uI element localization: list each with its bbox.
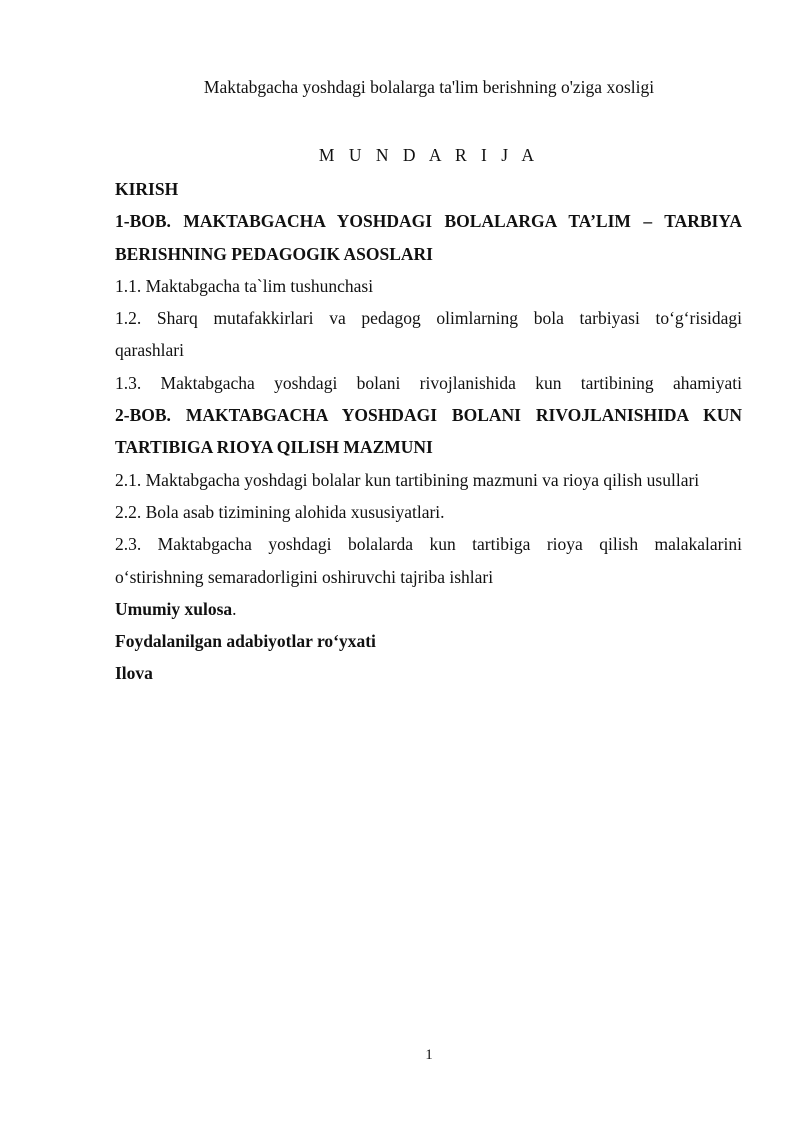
toc-section-2-1: 2.1. Maktabgacha yoshdagi bolalar kun tartibining mazmuni va rioya qilish usullari — [115, 469, 700, 490]
toc-heading: M U N D A R I J A — [318, 145, 540, 165]
toc-conclusion-label: Umumiy xulosa — [115, 598, 233, 619]
toc-section-1-2-line-2: qarashlari — [115, 340, 184, 361]
page-number: 1 — [425, 1047, 433, 1063]
document-title: Maktabgacha yoshdagi bolalarga ta'lim berishning o'ziga xosligi — [203, 77, 655, 97]
toc-item-conclusion — [115, 593, 742, 625]
toc-item-references: Foydalanilgan adabiyotlar ro‘yxati — [115, 631, 376, 652]
toc-chapter-2-line-2: TARTIBIGA RIOYA QILISH MAZMUNI — [115, 437, 433, 458]
table-of-contents — [115, 173, 742, 690]
toc-chapter-2-line-1: 2-BOB. MAKTABGACHA YOSHDAGI BOLANI RIVOJLANISHIDA KUN — [115, 405, 742, 426]
toc-conclusion-period: . — [232, 598, 237, 619]
toc-section-2-3-line-2: o‘stirishning semaradorligini oshiruvchi tajriba ishlari — [115, 566, 494, 587]
toc-section-1-3: 1.3. Maktabgacha yoshdagi bolani rivojlanishida kun tartibining ahamiyati — [115, 372, 742, 393]
toc-section-2-2: 2.2. Bola asab tizimining alohida xususiyatlari. — [115, 501, 445, 522]
toc-item-kirish: KIRISH — [115, 179, 179, 199]
toc-chapter-1-line-1: 1-BOB. MAKTABGACHA YOSHDAGI BOLALARGA TA’LIM – TARBIYA — [115, 211, 742, 232]
toc-section-1-2-line-1: 1.2. Sharq mutafakkirlari va pedagog olimlarning bola tarbiyasi to‘g‘risidagi — [115, 308, 742, 329]
toc-section-1-1: 1.1. Maktabgacha ta`lim tushunchasi — [115, 275, 374, 296]
toc-item-appendix: Ilova — [115, 663, 153, 684]
toc-chapter-1-line-2: BERISHNING PEDAGOGIK ASOSLARI — [115, 243, 433, 264]
toc-section-2-3-line-1: 2.3. Maktabgacha yoshdagi bolalarda kun tartibiga rioya qilish malakalarini — [115, 534, 742, 555]
